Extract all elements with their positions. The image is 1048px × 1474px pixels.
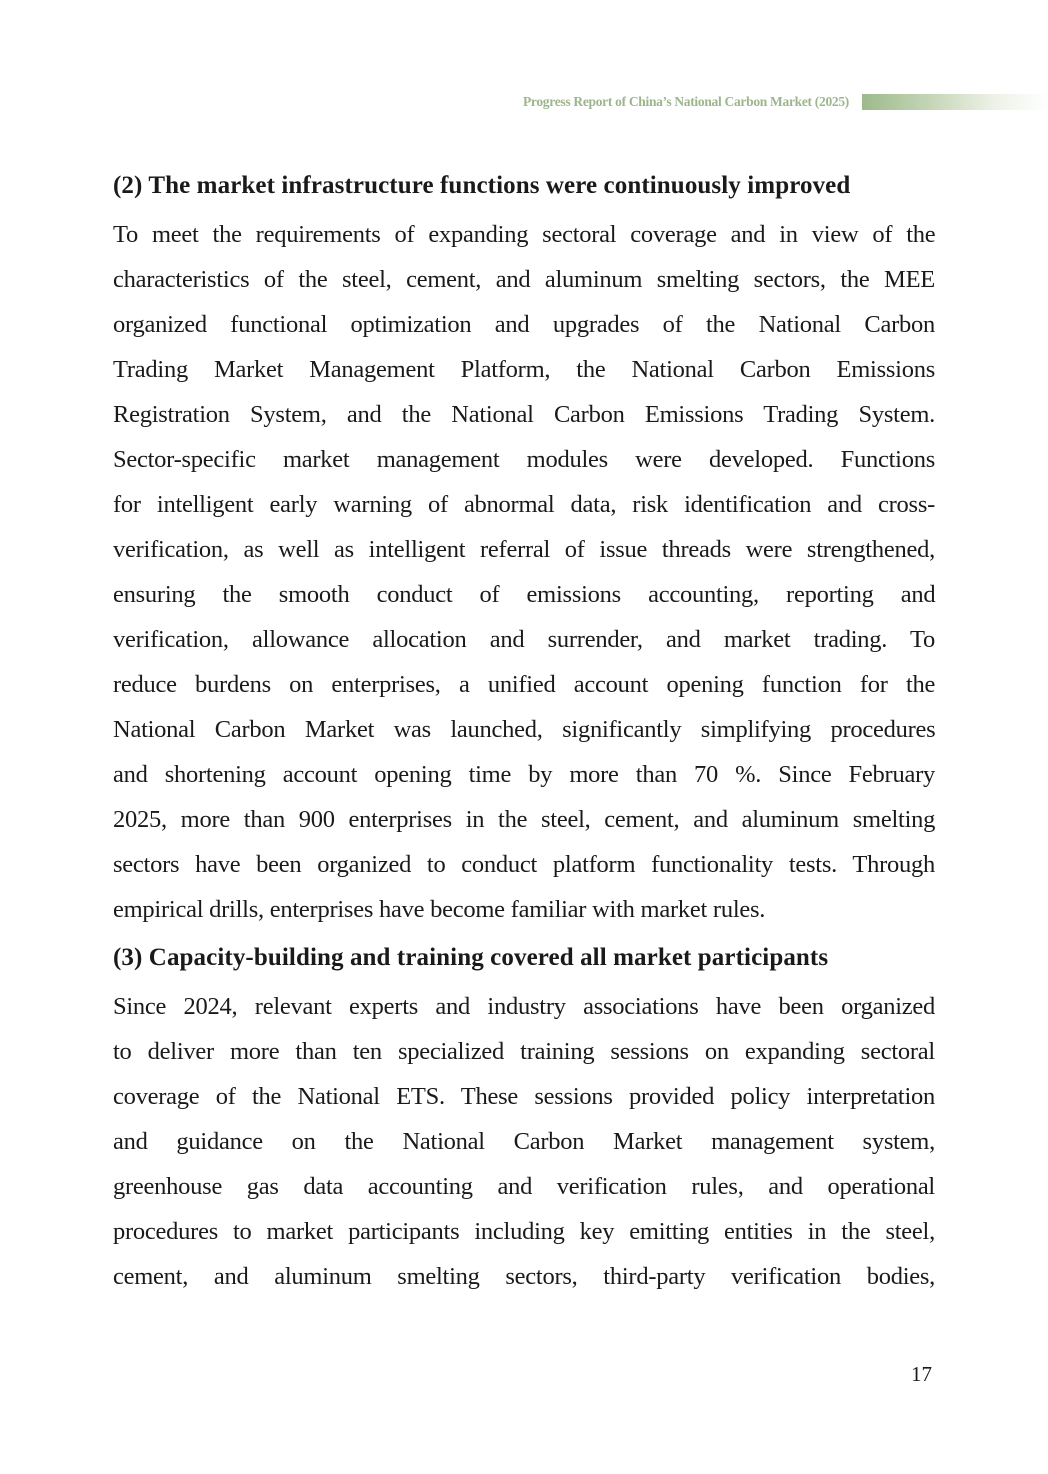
page-content bbox=[113, 160, 935, 1299]
text-line: verification, as well as intelligent referral of issue threads were strengthened, bbox=[113, 536, 935, 563]
text-line: ensuring the smooth conduct of emissions accounting, reporting and bbox=[113, 581, 936, 608]
text-line: and shortening account opening time by more than 70 %. Since February bbox=[113, 761, 935, 788]
paragraph-infrastructure bbox=[113, 212, 935, 932]
page-number: 17 bbox=[911, 1362, 932, 1386]
text-line: and guidance on the National Carbon Market management system, bbox=[113, 1128, 935, 1155]
text-line: organized functional optimization and upgrades of the National Carbon bbox=[113, 311, 935, 338]
text-line: sectors have been organized to conduct platform functionality tests. Through bbox=[113, 851, 935, 878]
header-gradient-bar bbox=[862, 94, 1048, 110]
section-heading-infrastructure: (2) The market infrastructure functions were continuously improved bbox=[113, 172, 851, 199]
text-line: cement, and aluminum smelting sectors, third-party verification bodies, bbox=[113, 1263, 936, 1290]
text-line: verification, allowance allocation and surrender, and market trading. To bbox=[113, 626, 935, 653]
text-line: 2025, more than 900 enterprises in the steel, cement, and aluminum smelting bbox=[113, 806, 936, 833]
running-header-title: Progress Report of China’s National Carbon Market (2025) bbox=[522, 94, 849, 109]
text-line: greenhouse gas data accounting and verification rules, and operational bbox=[113, 1173, 935, 1200]
text-line: Since 2024, relevant experts and industry associations have been organized bbox=[113, 993, 935, 1020]
text-line: for intelligent early warning of abnormal data, risk identification and cross- bbox=[113, 491, 936, 518]
text-line: Registration System, and the National Carbon Emissions Trading System. bbox=[113, 401, 935, 428]
running-header bbox=[0, 93, 1048, 113]
text-line: procedures to market participants including key emitting entities in the steel, bbox=[113, 1218, 935, 1245]
text-line: coverage of the National ETS. These sessions provided policy interpretation bbox=[113, 1083, 935, 1110]
text-line: Trading Market Management Platform, the National Carbon Emissions bbox=[113, 356, 935, 383]
text-line: National Carbon Market was launched, significantly simplifying procedures bbox=[113, 716, 936, 743]
paragraph-capacity-building bbox=[113, 984, 935, 1299]
text-line: empirical drills, enterprises have become familiar with market rules. bbox=[113, 896, 766, 923]
text-line: to deliver more than ten specialized training sessions on expanding sectoral bbox=[113, 1038, 935, 1065]
text-line: To meet the requirements of expanding sectoral coverage and in view of the bbox=[113, 221, 936, 248]
text-line: reduce burdens on enterprises, a unified account opening function for the bbox=[113, 671, 936, 698]
text-line: characteristics of the steel, cement, and aluminum smelting sectors, the MEE bbox=[113, 266, 935, 293]
text-line: Sector-specific market management modules were developed. Functions bbox=[113, 446, 935, 473]
section-heading-capacity-building: (3) Capacity-building and training covered all market participants bbox=[113, 944, 829, 971]
